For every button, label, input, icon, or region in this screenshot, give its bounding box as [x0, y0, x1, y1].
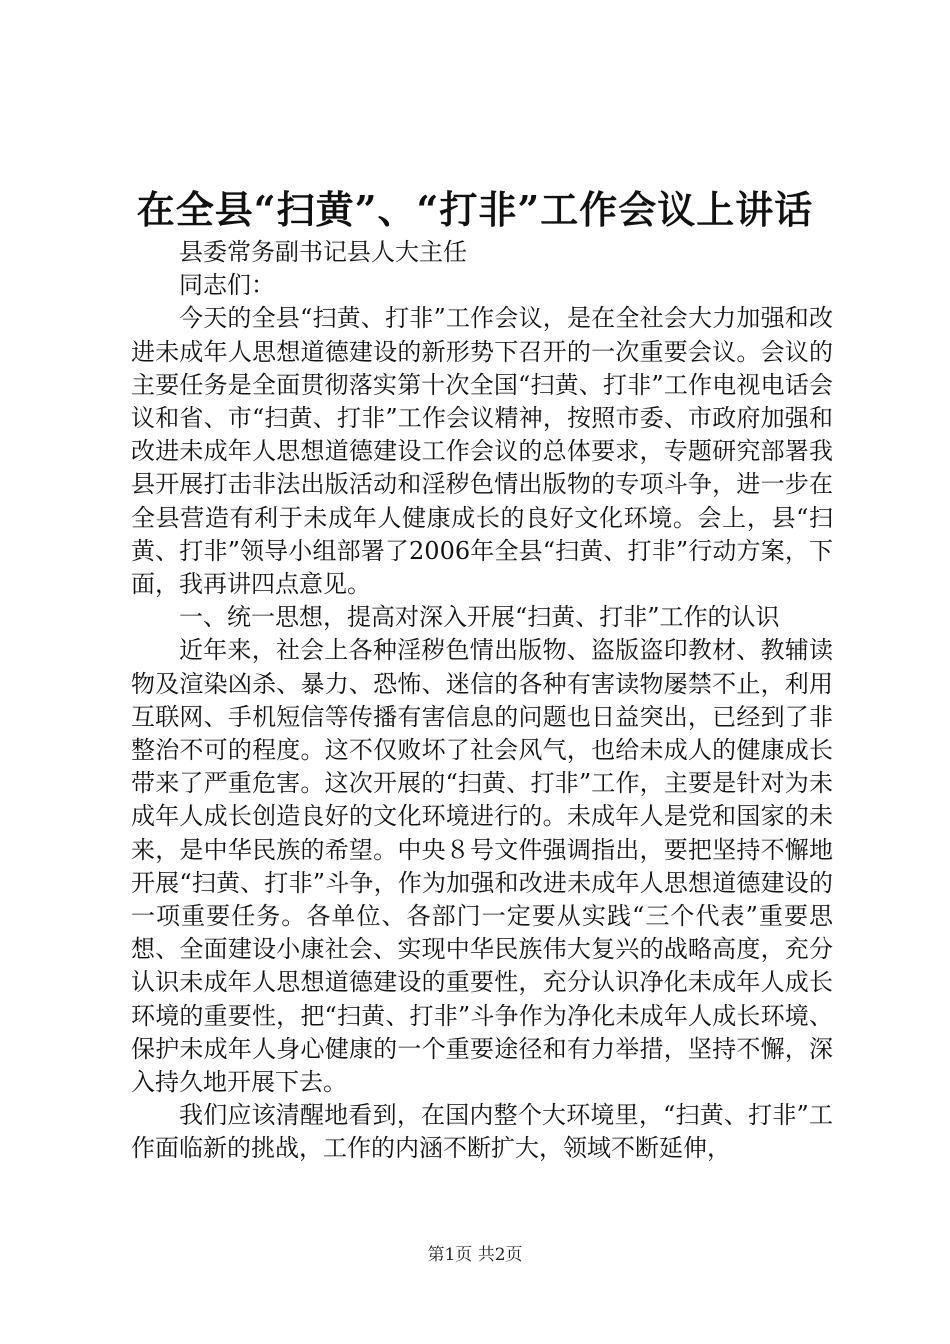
section-heading-1: 一、统一思想，提高对深入开展“扫黄、打非”工作的认识	[179, 603, 780, 632]
salutation: 同志们：	[179, 271, 275, 300]
paragraph-intro: 今天的全县“扫黄、打非”工作会议，是在全社会大力加强和改进未成年人思想道德建设的新形势下召开的一次重要会议。会议的主要任务是全面贯彻落实第十次全国“扫黄、打非”工作电视电话会议和省、市“扫黄、打非”工作会议精神，按照市委、市政府加强和改进未成年人思想道德建设工作会议的总体要求，专题研究部署我县开展打击非法出版活动和淫秽色情出版物的专项斗争，进一步在全县营造有利于未成年人健康成长的良好文化环境。会上，县“扫黄、打非”领导小组部署了2006年全县“扫黄、打非”行动方案，下面，我再讲四点意见。	[131, 304, 833, 599]
document-title: 在全县“扫黄”、“打非”工作会议上讲话	[136, 187, 814, 232]
document-body	[131, 236, 833, 1166]
page-number-footer: 第1页 共2页	[427, 1245, 523, 1265]
author-line: 县委常务副书记县人大主任	[179, 238, 467, 266]
paragraph-continuation: 我们应该清醒地看到，在国内整个大环境里，“扫黄、打非”工作面临新的挑战，工作的内涵不断扩大，领域不断延伸，	[131, 1101, 833, 1163]
paragraph-section-1: 近年来，社会上各种淫秽色情出版物、盗版盗印教材、教辅读物及渲染凶杀、暴力、恐怖、迷信的各种有害读物屡禁不止，利用互联网、手机短信等传播有害信息的问题也日益突出，已经到了非整治不可的程度。这不仅败坏了社会风气，也给未成人的健康成长带来了严重危害。这次开展的“扫黄、打非”工作，主要是针对为未成年人成长创造良好的文化环境进行的。未成年人是党和国家的未来，是中华民族的希望。中央８号文件强调指出，要把坚持不懈地开展“扫黄、打非”斗争，作为加强和改进未成年人思想道德建设的一项重要任务。各单位、各部门一定要从实践“三个代表”重要思想、全面建设小康社会、实现中华民族伟大复兴的战略高度，充分认识未成年人思想道德建设的重要性，充分认识净化未成年人成长环境的重要性，把“扫黄、打非”斗争作为净化未成年人成长环境、保护未成年人身心健康的一个重要途径和有力举措，坚持不懈，深入持久地开展下去。	[131, 636, 833, 1097]
